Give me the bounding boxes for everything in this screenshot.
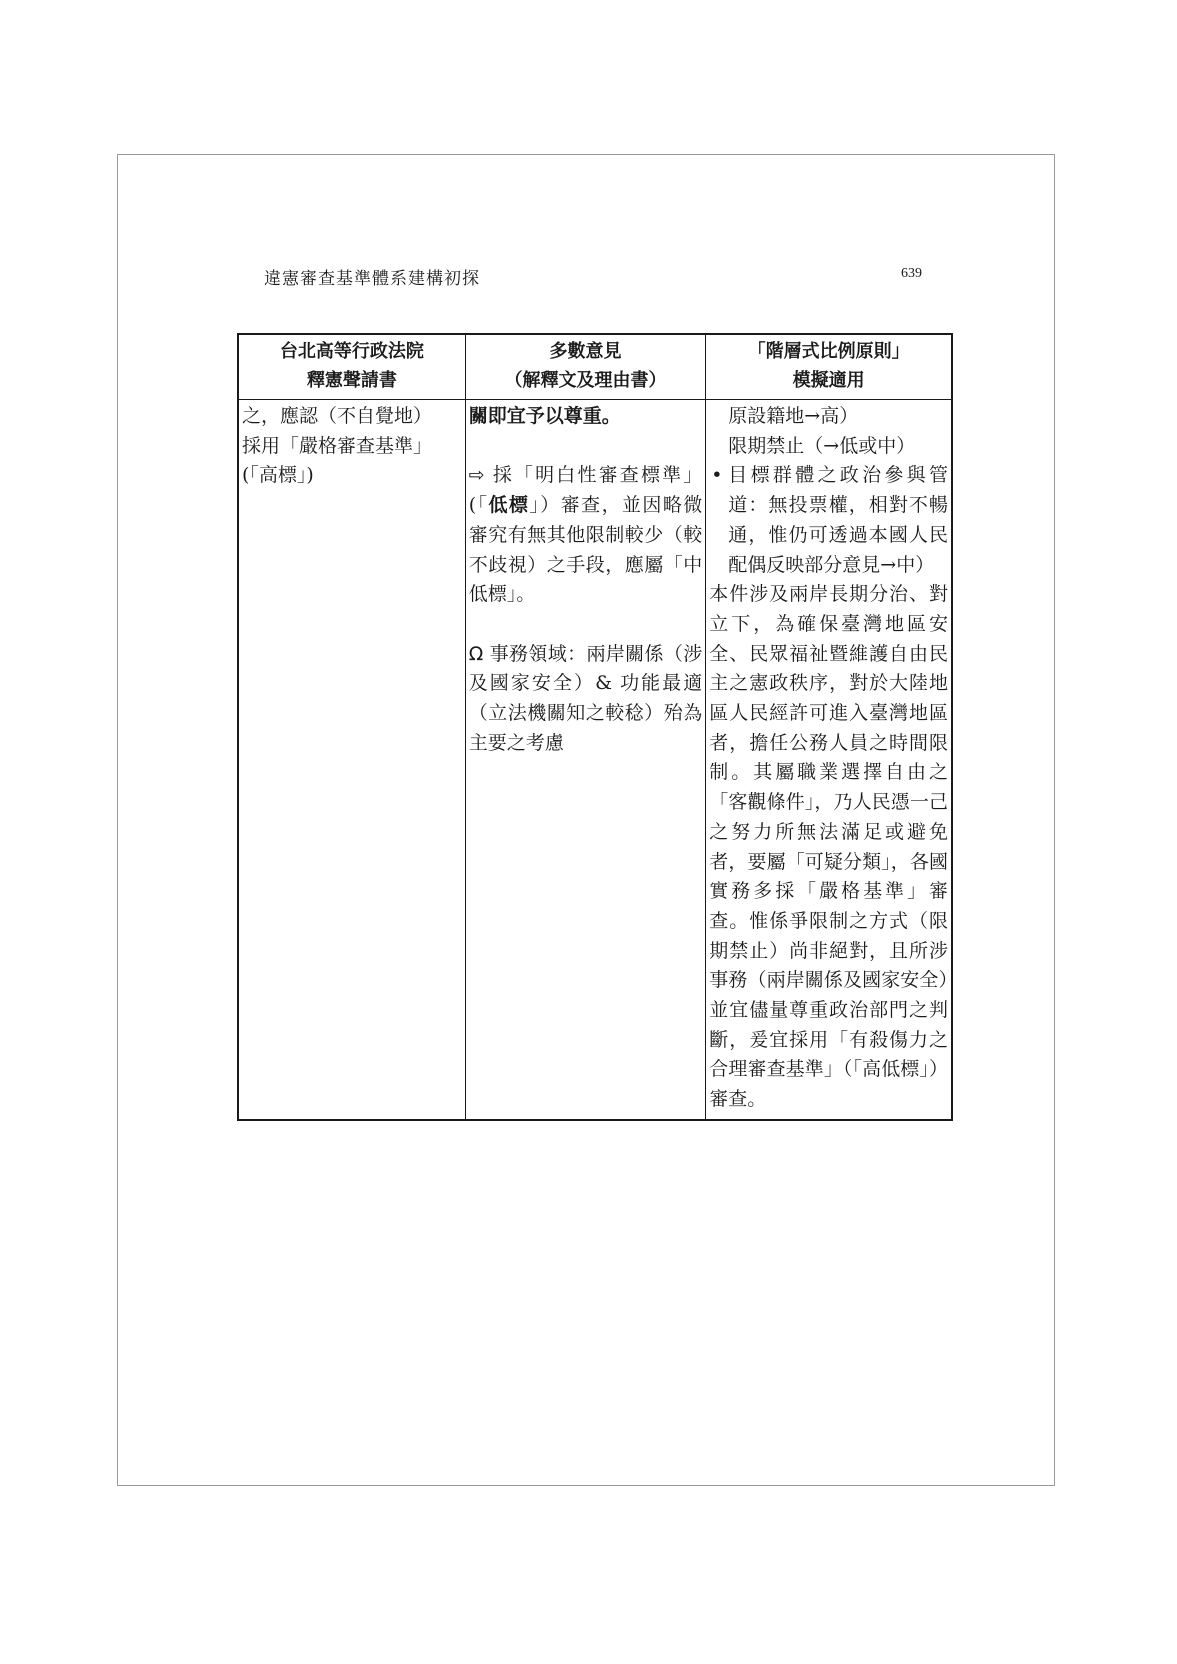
analysis-paragraph: 本件涉及兩岸長期分治、對立下，為確保臺灣地區安全、民眾福祉暨維護自由民主之憲政秩序，對於大陸地區人民經許可進入臺灣地區者，擔任公務人員之時間限制。其屬職業選擇自由之「客觀條件」，乃人民憑一己之努力所無法滿足或避免者，要屬「可疑分類」，各國實務多採「嚴格基準」審查。惟係爭限制之方式（限期禁止）尚非絕對，且所涉事務（兩岸關係及國家安全）並宜儘量尊重政治部門之判斷，爰宜採用「有殺傷力之合理審查基準」（「高低標」）審查。 bbox=[709, 583, 948, 1111]
text-line: (「高標」) bbox=[242, 464, 314, 487]
cell-court-petition bbox=[238, 400, 465, 1120]
paragraph-text: 採「明白性審查標準」(「 bbox=[468, 464, 703, 517]
header-line: 釋憲聲請書 bbox=[306, 370, 397, 391]
review-standard-paragraph bbox=[469, 461, 703, 610]
paragraph-text: 」）審查，並因略微審究有無其他限制較少（較不歧視）之手段，應屬「中低標」。 bbox=[468, 494, 703, 606]
cell-majority-opinion bbox=[465, 400, 706, 1120]
page-number: 639 bbox=[901, 266, 922, 281]
spacer bbox=[469, 610, 703, 640]
table-header-row bbox=[238, 334, 952, 400]
cell-proportionality-simulation bbox=[706, 400, 952, 1120]
header-line: （解釋文及理由書） bbox=[504, 370, 667, 391]
header-court-petition bbox=[238, 334, 465, 400]
spacer bbox=[469, 432, 703, 462]
text-line: 原設籍地→高） bbox=[728, 405, 859, 427]
header-line: 「階層式比例原則」 bbox=[747, 341, 910, 362]
header-proportionality-simulation bbox=[706, 334, 952, 400]
table-row bbox=[238, 400, 952, 1120]
text-line: 限期禁止（→低或中） bbox=[728, 434, 916, 457]
bullet-icon: • bbox=[711, 464, 723, 487]
header-line: 台北高等行政法院 bbox=[279, 341, 424, 362]
header-line: 模擬適用 bbox=[792, 370, 865, 391]
paragraph-text: 事務領域：兩岸關係（涉及國家安全）& 功能最適（立法機關知之較稔）殆為主要之考慮 bbox=[468, 642, 703, 754]
header-line: 多數意見 bbox=[549, 341, 622, 362]
text-line: 採用「嚴格審查基準」 bbox=[242, 434, 433, 457]
arrow-icon: ⇨ bbox=[468, 464, 485, 487]
opening-text: 關即宜予以尊重。 bbox=[468, 405, 621, 427]
header-majority-opinion bbox=[465, 334, 706, 400]
bullet-text: 目標群體之政治參與管道：無投票權，相對不暢通，惟仍可透過本國人民配偶反映部分意見→中） bbox=[728, 464, 948, 576]
emphasis-text: 低標 bbox=[488, 494, 530, 517]
text-line: 之，應認（不自覺地） bbox=[242, 405, 433, 427]
comparison-table bbox=[237, 333, 953, 1121]
considerations-paragraph bbox=[469, 640, 703, 759]
bullet-item bbox=[709, 461, 948, 580]
omega-icon: Ω bbox=[468, 642, 484, 665]
running-header-title: 違憲審查基準體系建構初探 bbox=[264, 269, 480, 289]
